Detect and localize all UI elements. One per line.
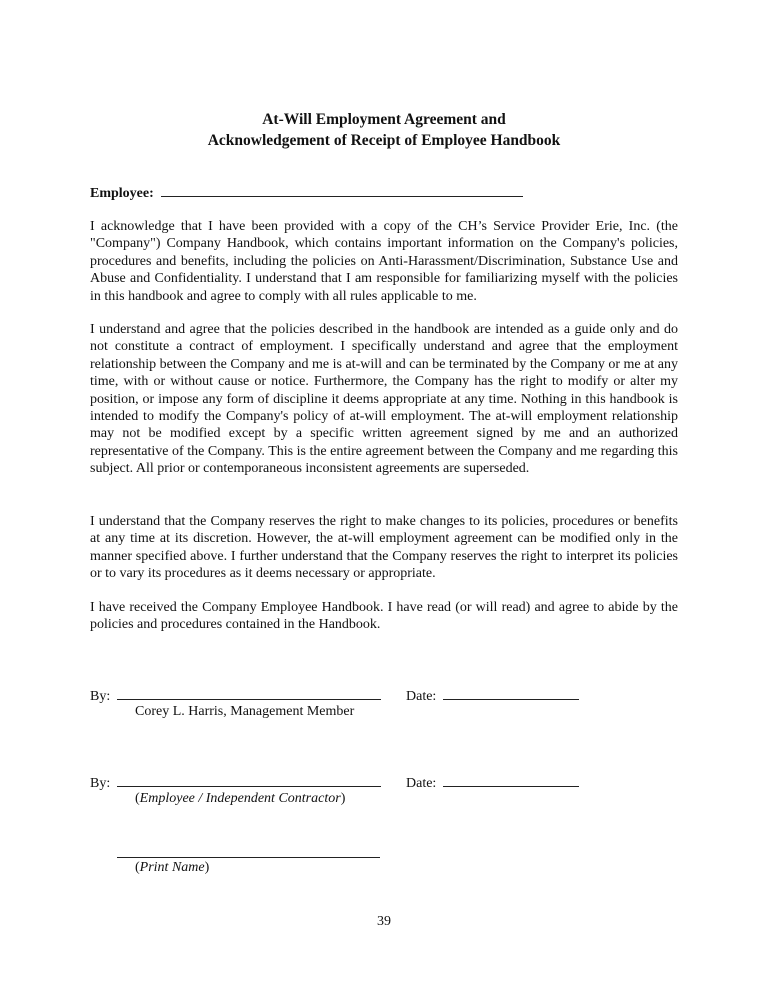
print-name-line[interactable] [117,843,380,858]
paragraph-at-will: I understand and agree that the policies described in the handbook are intended as a guide only and do not constitute a contract of employment. I specifically understand and agree that the employment relationship between the Company and me is at-will and can be terminated by the Company or me at any time, with or without cause or notice. Furthermore, the Company has the right to modify or alter my position, or impose any form of discipline it deems appropriate at any time. Nothing in this handbook is intended to modify the Company's policy of at-will employment. The at-will employment relationship may not be modified except by a specific written agreement signed by me and an authorized representative of the Company. This is the entire agreement between the Company and me regarding this subject. All prior or contemporaneous inconsistent agreements are superseded. [90,322,678,477]
employee-label: Employee: [90,186,154,201]
date-row-1 [406,685,579,706]
date-label: Date: [406,776,437,791]
by-label: By: [90,776,111,791]
caption-close-paren: ) [204,860,210,875]
date-label: Date: [406,689,437,704]
paragraph-receipt: I have received the Company Employee Handbook. I have read (or will read) and agree to abide by the policies and procedures contained in the Handbook. [90,600,678,633]
date-line-2[interactable] [443,772,579,787]
date-row-2 [406,772,579,793]
signer-caption-2 [135,790,345,808]
page-number: 39 [377,914,391,929]
title-line-1: At-Will Employment Agreement and [262,111,506,128]
document-title [90,109,678,151]
signer-caption-1: Corey L. Harris, Management Member [135,704,355,719]
caption-open-paren: ( [135,860,140,875]
paragraph-acknowledgement: I acknowledge that I have been provided with a copy of the CH’s Service Provider Erie, Inc. (the "Company") Company Handbook, which contains important information on the Company's policies, procedures and benefits, including the policies on Anti-Harassment/Discrimination, Substance Use and Abuse and Confidentiality. I understand that I am responsible for familiarizing myself with the policies in this handbook and agree to comply with all rules applicable to me. [90,219,678,304]
paragraph-policy-changes: I understand that the Company reserves the right to make changes to its policies, procedures or benefits at any time at its discretion. However, the at-will employment agreement can be modified only in the manner specified above. I further understand that the Company reserves the right to interpret its policies or to vary its procedures as it deems necessary or appropriate. [90,514,678,582]
caption-open-paren: ( [135,791,140,806]
caption-close-paren: ) [340,791,346,806]
employee-field-row [90,182,523,204]
date-line-1[interactable] [443,685,579,700]
signature-line-1[interactable] [117,685,381,700]
employee-name-line[interactable] [161,182,523,197]
caption-print-name-text: Print Name [139,860,205,875]
caption-role-text: Employee / Independent Contractor [139,791,341,806]
by-label: By: [90,689,111,704]
signature-line-2[interactable] [117,772,381,787]
title-line-2: Acknowledgement of Receipt of Employee Handbook [207,132,561,149]
print-name-caption [135,859,209,877]
